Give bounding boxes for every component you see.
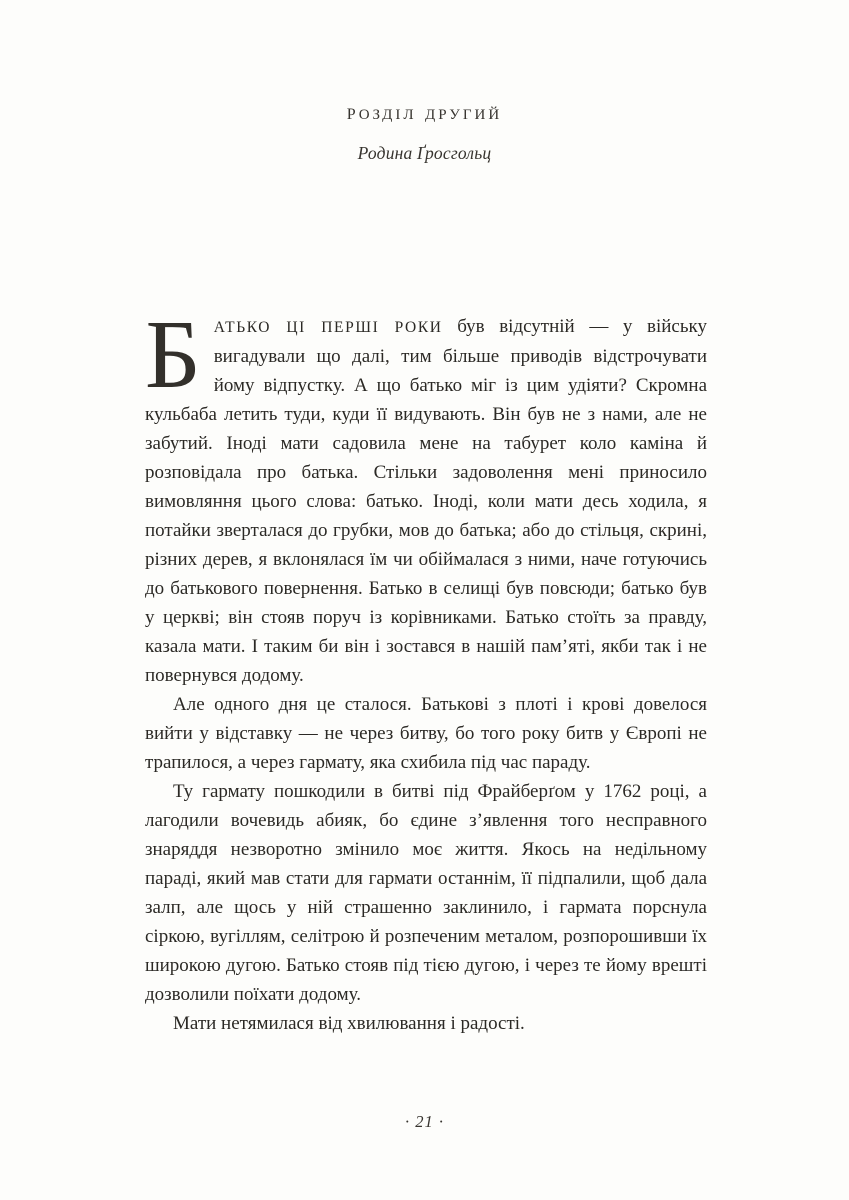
paragraph: Мати нетямилася від хвилювання і радості. [173, 1013, 525, 1034]
paragraph: Але одного дня це сталося. Батькові з плоті і крові довелося вийти у відставку — не через битву, бо того року битв у Європі не трапилося, а через гармату, яка схибила під час параду. [145, 694, 707, 773]
body-text [145, 301, 707, 1038]
paragraph: Ту гармату пошкодили в битві під Фрайберґом у 1762 році, а лагодили вочевидь абияк, бо єдине з’явлення того несправного знаряддя незворотно змінило моє життя. Якось на недільному параді, який мав стати для гармати останнім, її підпалили, щоб дала залп, але щось у ній страшенно заклинило, і гармата порснула сіркою, вугіллям, селітрою й розпеченим металом, розпорошивши їх широкою дугою. Батько стояв під тією дугою, і через те йому врешті дозволили поїхати додому. [145, 781, 707, 1005]
lead-in-small-caps: АТЬКО ЦІ ПЕРШІ РОКИ [213, 319, 443, 336]
chapter-subtitle: Родина Ґросгольц [357, 143, 492, 163]
paragraph-first-text: був відсутній — у війську вигадували що далі, тим більше приводів відстрочувати йому відпустку. А що батько міг із цим удіяти? Скромна кульбаба летить туди, куди її видувають. Він був не з нами, але не забутий. Іноді мати садовила мене на табурет коло каміна й розповідала про батька. Стільки задоволення мені приносило вимовляння цього слова: батько. Іноді, коли мати десь ходила, я потайки зверталася до грубки, мов до батька; або до стільця, скрині, різних дерев, я вклонялася їм чи обіймалася з ними, наче готуючись до батькового повернення. Батько в селищі був повсюди; батько був у церкві; він стояв поруч із корівниками. Батько стоїть за правду, казала мати. І таким би він і зостався в нашій пам’яті, якби так і не повернувся додому. [145, 316, 707, 686]
page-number: · 21 · [405, 1112, 444, 1131]
drop-cap: Б [145, 301, 201, 408]
chapter-head [0, 98, 849, 164]
chapter-title: розділ другий [346, 98, 503, 124]
paragraph-first [145, 301, 707, 690]
